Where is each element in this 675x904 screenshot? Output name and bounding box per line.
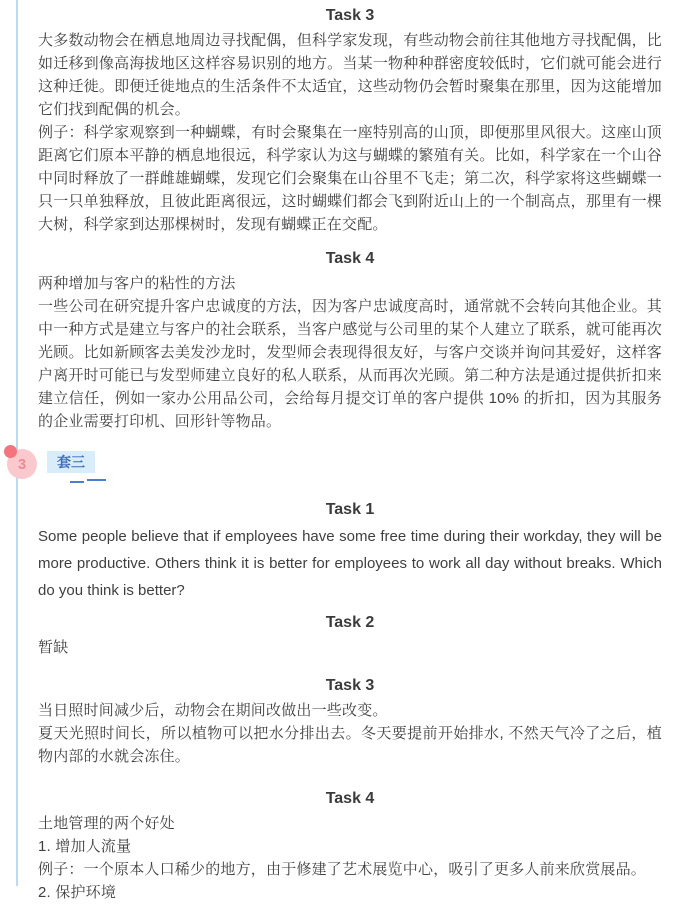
set-marker <box>17 451 662 499</box>
paragraph: 暂缺 <box>38 639 69 656</box>
task-heading: Task 4 <box>325 250 375 267</box>
task-heading: Task 2 <box>325 614 375 631</box>
paragraph: 2. 保护环境 <box>38 884 117 901</box>
paragraph: 土地管理的两个好处 <box>38 815 175 832</box>
paragraph: 一些公司在研究提升客户忠诚度的方法，因为客户忠诚度高时，通常就不会转向其他企业。其中一种方式是建立与客户的社会联系，当客户感觉与公司里的某个人建立了联系，就可能再次光顾。比如新顾客去美发沙龙时，发型师会表现得很友好，与客户交谈并询问其爱好，这样客户离开时可能已与发型师建立良好的私人联系，从而再次光顾。第二种方法是通过提供折扣来建立信任，例如一家办公用品公司，会给每月提交订单的客户提供 10% 的折扣，因为其服务的企业需要打印机、回形针等物品。 <box>38 298 662 430</box>
task-heading: Task 3 <box>325 677 375 694</box>
paragraph: 例子：科学家观察到一种蝴蝶，有时会聚集在一座特别高的山顶，即便那里风很大。这座山顶距离它们原本平静的栖息地很远，科学家认为这与蝴蝶的繁殖有关。比如，科学家在一个山谷中同时释放了一群雌雄蝴蝶，发现它们会聚集在山谷里不飞走；第二次，科学家将这些蝴蝶一只一只单独释放，且彼此距离很远，这时蝴蝶们都会飞到附近山上的一个制高点，那里有一棵大树，科学家到达那棵树时，发现有蝴蝶正在交配。 <box>38 124 662 233</box>
task-heading: Task 4 <box>325 790 375 807</box>
paragraph: 例子：一个原本人口稀少的地方，由于修建了艺术展览中心，吸引了更多人前来欣赏展品。 <box>38 861 647 878</box>
badge-number: 3 <box>17 455 27 473</box>
task-heading: Task 1 <box>325 501 375 518</box>
paragraph: 大多数动物会在栖息地周边寻找配偶，但科学家发现，有些动物会前往其他地方寻找配偶，比如迁移到像高海拔地区这样容易识别的地方。当某一物种种群密度较低时，它们就可能会进行这种迁徙。即便迁徙地点的生活条件不太适宜，这些动物仍会暂时聚集在那里，因为这能增加它们找到配偶的机会。 <box>38 32 662 118</box>
paragraph: 当日照时间减少后，动物会在期间改做出一些改变。 <box>38 702 388 719</box>
edit-mark-long <box>87 479 106 481</box>
paragraph: 1. 增加人流量 <box>38 838 132 855</box>
paragraph: 夏天光照时间长，所以植物可以把水分排出去。冬天要提前开始排水, 不然天气冷了之后，植物内部的水就会冻住。 <box>38 725 662 765</box>
paragraph: Some people believe that if employees have some free time during their workday, they will be more productive. Others think it is better for employees to work all day without breaks. Which do you think is better? <box>38 528 662 599</box>
set-label[interactable]: 套三 <box>47 451 95 473</box>
task-heading: Task 3 <box>325 7 375 24</box>
set-number-badge[interactable] <box>7 449 37 479</box>
badge-dot-icon <box>4 445 17 458</box>
paragraph: 两种增加与客户的粘性的方法 <box>38 275 236 292</box>
edit-mark-short <box>70 481 84 483</box>
